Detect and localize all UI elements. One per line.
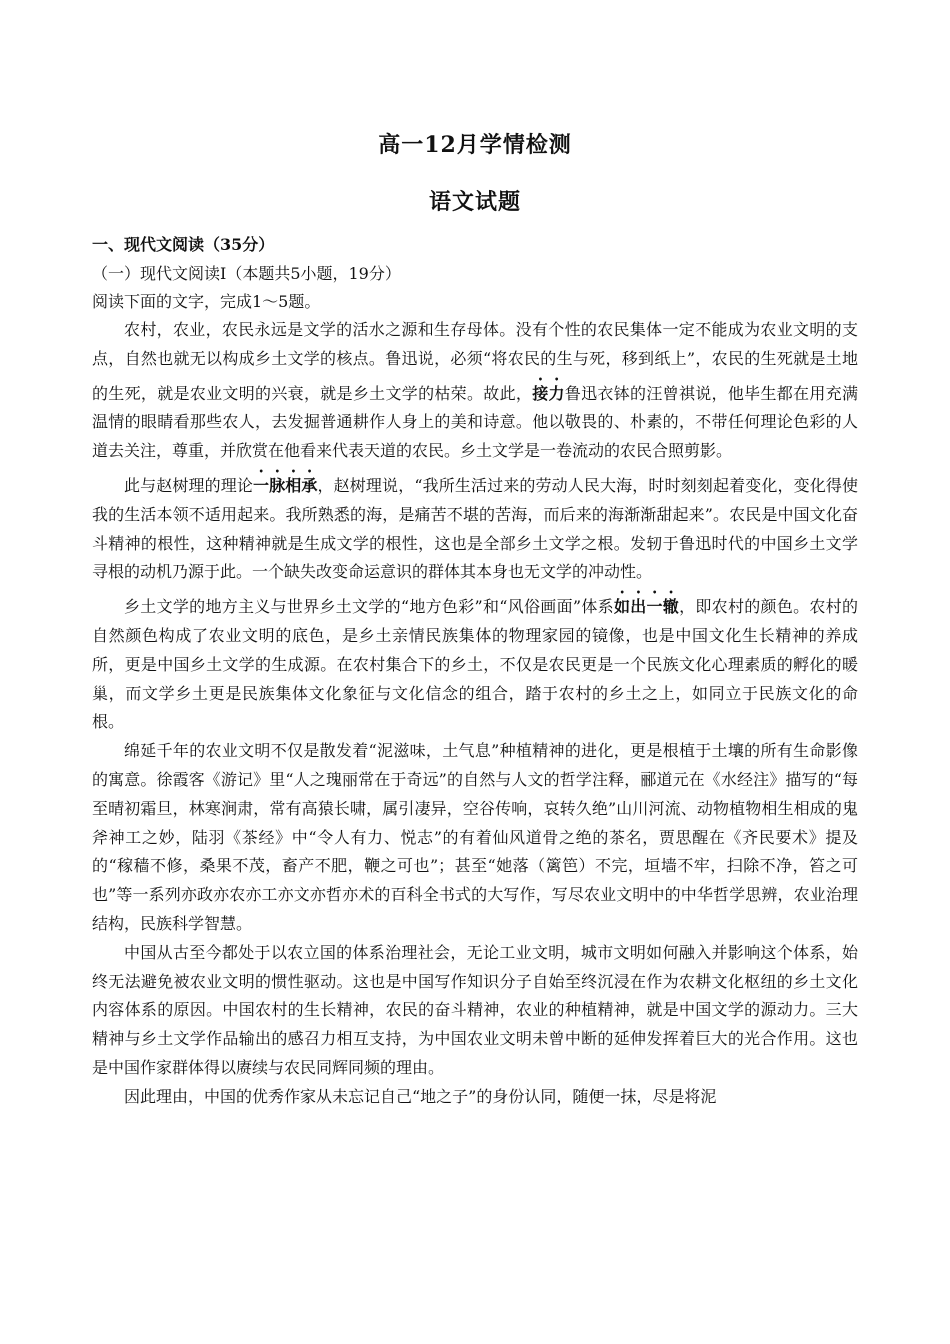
passage-paragraph-2 — [92, 466, 858, 587]
paragraph-text: 此与赵树理的理论 — [124, 475, 254, 495]
subsection-heading: （一）现代文阅读I（本题共5小题，19分） — [92, 264, 401, 283]
passage-paragraph-6: 因此理由，中国的优秀作家从未忘记自己“地之子”的身份认同，随便一抹，尽是将泥 — [124, 1086, 717, 1106]
paragraph-text: 乡土文学的地方主义与世界乡土文学的“地方色彩”和“风俗画面”体系 — [124, 597, 614, 617]
passage-paragraph-5: 中国从古至今都处于以农立国的体系治理社会，无论工业文明，城市文明如何融入并影响这个体系，始终无法避免被农业文明的惯性驱动。这也是中国写作知识分子自始至终沉浸在作为农耕文化枢纽的乡土文化内容体系的原因。中国农村的生长精神，农民的奋斗精神，农业的种植精神，就是中国文学的源动力。三大精神与乡土文学作品输出的感召力相互支持，为中国农业文明未曾中断的延伸发挥着巨大的光合作用。这也是中国作家群体得以赓续与农民同辉同频的理由。 — [92, 942, 858, 1077]
paragraph-text: ，赵树理说，“我所生活过来的劳动人民大海，时时刻刻起着变化，变化得使我的生活本领不适用起来。我所熟悉的海，是痛苦不堪的苦海，而后来的海渐渐甜起来”。农民是中国文化奋斗精神的根性，这种精神就是生成文学的根性，这也是全部乡土文学之根。发轫于鲁迅时代的中国乡土文学寻根的动机乃源于此。一个缺失改变命运意识的群体其本身也无文学的冲动性。 — [92, 475, 858, 582]
paragraph-text: 鲁迅衣钵的汪曾祺说，他毕生都在用充满温情的眼睛看那些农人，去发掘普通耕作人身上的美和诗意。他以敬畏的、朴素的，不带任何理论色彩的人道去关注，尊重，并欣赏在他看来代表天道的农民。乡土文学是一卷流动的农民合照剪影。 — [92, 383, 858, 461]
passage-paragraph-3 — [92, 587, 858, 737]
section-heading: 一、现代文阅读（35分） — [92, 235, 275, 254]
exam-title: 高一12月学情检测 — [378, 132, 572, 158]
emphasized-term: 如出一辙 — [613, 597, 680, 617]
exam-subtitle: 语文试题 — [428, 189, 521, 215]
paragraph-text: ，即农村的颜色。农村的自然颜色构成了农业文明的底色，是乡土亲情民族集体的物理家园的镜像，也是中国文化生长精神的养成所，更是中国乡土文学的生成源。在农村集合下的乡土，不仅是农民更是一个民族文化心理素质的孵化的暖巢，而文学乡土更是民族集体文化象征与文化信念的组合，踏于农村的乡土之上，如同立于民族文化的命根。 — [92, 597, 858, 732]
reading-passage — [92, 316, 858, 1112]
passage-paragraph-1 — [92, 316, 858, 466]
paragraph-text: 农村，农业，农民永远是文学的活水之源和生存母体。没有个性的农民集体一定不能成为农业文明的支点，自然也就无以构成乡土文学的核点。鲁迅说，必须“将农民的生与死，移到纸上”，农民的生死就是土地的生死，就是农业文明的兴衰，就是乡土文学的枯荣。故此， — [92, 320, 858, 403]
emphasized-term: 接力 — [532, 383, 565, 403]
reading-instruction: 阅读下面的文字，完成1～5题。 — [92, 292, 321, 311]
emphasized-term: 一脉相承 — [253, 475, 318, 495]
passage-paragraph-4: 绵延千年的农业文明不仅是散发着“泥滋味，土气息”种植精神的进化，更是根植于土壤的所有生命影像的寓意。徐霞客《游记》里“人之瑰丽常在于奇远”的自然与人文的哲学注释，郦道元在《水经注》描写的“每至晴初霜旦，林寒涧肃，常有高猿长啸，属引凄异，空谷传响，哀转久绝”山川河流、动物植物相生相成的鬼斧神工之妙，陆羽《茶经》中“令人有力、悦志”的有着仙风道骨之绝的茶名，贾思醒在《齐民要术》提及的“稼穑不修，桑果不茂，畜产不肥，鞭之可也”；甚至“她落（篱笆）不完，垣墙不牢，扫除不净，笞之可也”等一系列亦政亦农亦工亦文亦哲亦术的百科全书式的大写作，写尽农业文明中的中华哲学思辨，农业治理结构，民族科学智慧。 — [92, 741, 858, 933]
